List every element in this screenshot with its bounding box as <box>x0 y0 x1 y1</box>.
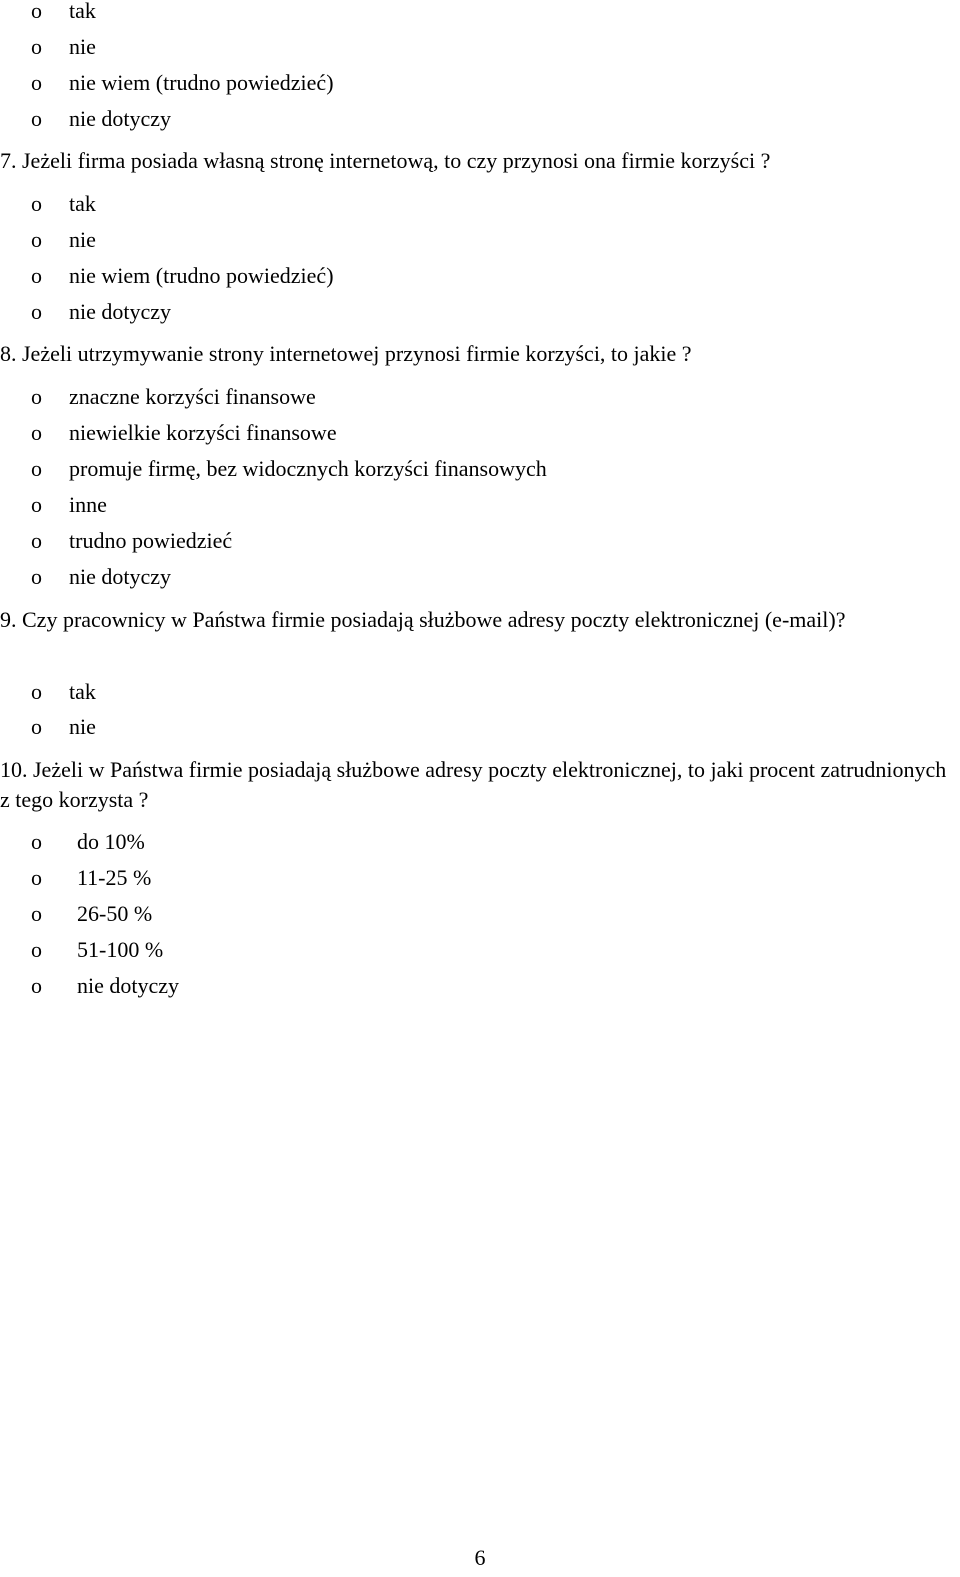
question-10-text: 10. Jeżeli w Państwa firmie posiadają służbowe adresy poczty elektronicznej, to jaki procent zatrudnionych z tego korzysta ? <box>0 757 947 812</box>
bullet: o <box>31 564 42 589</box>
option-label: 26-50 % <box>77 901 153 926</box>
q8-option-1 <box>31 382 316 412</box>
bullet: o <box>31 937 42 962</box>
q7-option-2 <box>31 225 96 255</box>
option-label: nie wiem (trudno powiedzieć) <box>69 70 334 95</box>
option-label: nie <box>69 227 96 252</box>
q8-option-2 <box>31 418 337 448</box>
bullet: o <box>31 679 42 704</box>
q10-option-1 <box>31 827 145 857</box>
option-label: nie <box>69 714 96 739</box>
bullet: o <box>31 227 42 252</box>
option-label: 51-100 % <box>77 937 164 962</box>
bullet: o <box>31 263 42 288</box>
option-label: tak <box>69 191 96 216</box>
option-label: znaczne korzyści finansowe <box>69 384 316 409</box>
q6-option-1 <box>31 0 96 26</box>
bullet: o <box>31 973 42 998</box>
bullet: o <box>31 901 42 926</box>
bullet: o <box>31 492 42 517</box>
q8-option-4 <box>31 490 107 520</box>
question-7-text: 7. Jeżeli firma posiada własną stronę internetową, to czy przynosi ona firmie korzyści ? <box>0 148 771 173</box>
option-label: 11-25 % <box>77 865 152 890</box>
bullet: o <box>31 299 42 324</box>
bullet: o <box>31 714 42 739</box>
q6-option-2 <box>31 32 96 62</box>
bullet: o <box>31 420 42 445</box>
option-label: tak <box>69 0 96 23</box>
option-label: nie dotyczy <box>69 564 172 589</box>
option-label: nie dotyczy <box>69 299 172 324</box>
bullet: o <box>31 0 42 23</box>
q10-option-3 <box>31 899 152 929</box>
option-label: trudno powiedzieć <box>69 528 233 553</box>
q9-option-1 <box>31 677 96 707</box>
q8-option-5 <box>31 526 232 556</box>
option-label: nie <box>69 34 96 59</box>
question-8-text: 8. Jeżeli utrzymywanie strony internetowej przynosi firmie korzyści, to jakie ? <box>0 341 692 366</box>
q9-option-2 <box>31 712 96 742</box>
bullet: o <box>31 829 42 854</box>
q10-option-2 <box>31 863 151 893</box>
question-9-text: 9. Czy pracownicy w Państwa firmie posiadają służbowe adresy poczty elektronicznej (e-mail)? <box>0 607 846 632</box>
bullet: o <box>31 191 42 216</box>
q6-option-4 <box>31 104 171 134</box>
q10-option-5 <box>31 971 179 1001</box>
option-label: inne <box>69 492 107 517</box>
q8-option-6 <box>31 562 171 592</box>
q7-option-3 <box>31 261 334 291</box>
q7-option-1 <box>31 189 96 219</box>
bullet: o <box>31 456 42 481</box>
q7-option-4 <box>31 297 171 327</box>
bullet: o <box>31 34 42 59</box>
q10-option-4 <box>31 935 163 965</box>
option-label: nie dotyczy <box>77 973 180 998</box>
q8-option-3 <box>31 454 547 484</box>
option-label: promuje firmę, bez widocznych korzyści finansowych <box>69 456 547 481</box>
bullet: o <box>31 528 42 553</box>
option-label: niewielkie korzyści finansowe <box>69 420 337 445</box>
bullet: o <box>31 865 42 890</box>
page-number: 6 <box>474 1545 486 1570</box>
bullet: o <box>31 384 42 409</box>
bullet: o <box>31 106 42 131</box>
option-label: nie wiem (trudno powiedzieć) <box>69 263 334 288</box>
bullet: o <box>31 70 42 95</box>
option-label: nie dotyczy <box>69 106 172 131</box>
option-label: tak <box>69 679 96 704</box>
q6-option-3 <box>31 68 334 98</box>
option-label: do 10% <box>77 829 145 854</box>
